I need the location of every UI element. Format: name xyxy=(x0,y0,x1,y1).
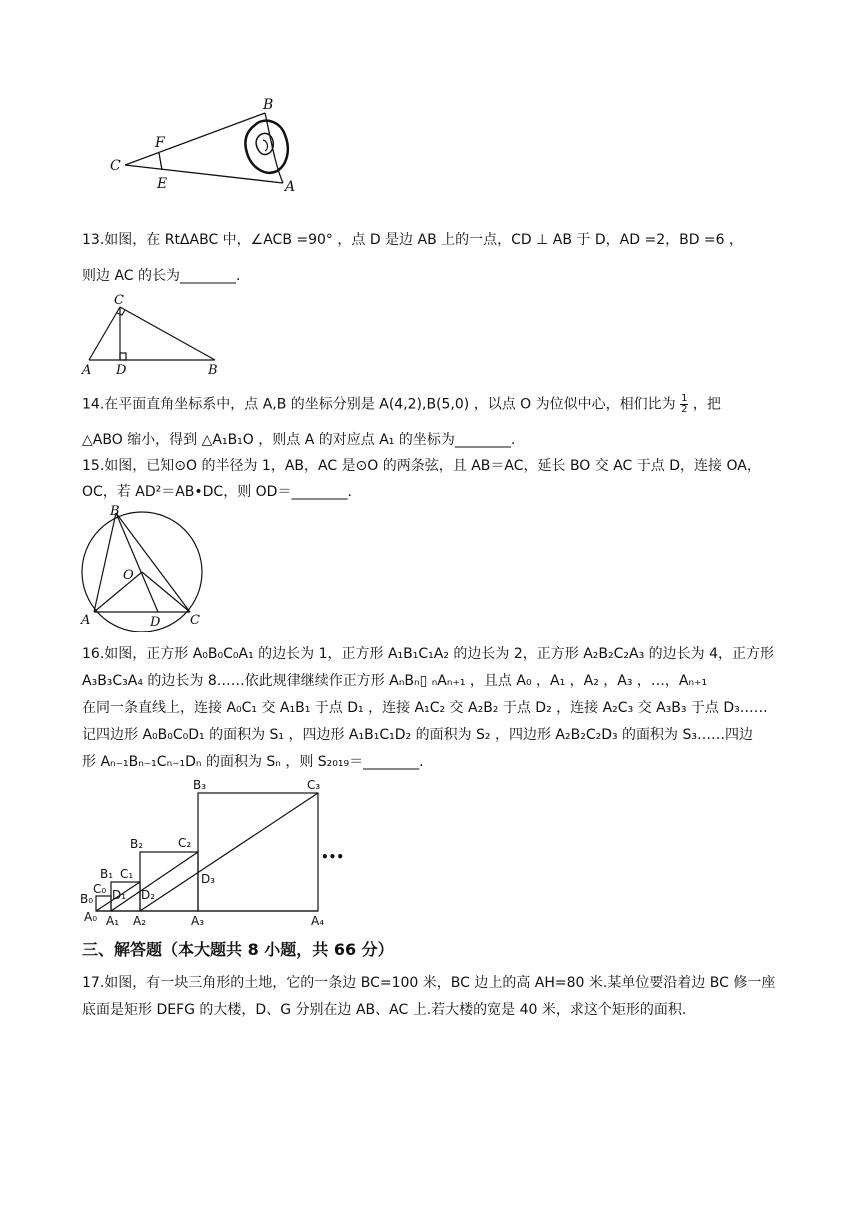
line-BD xyxy=(116,513,158,612)
lake-outline xyxy=(245,121,287,173)
label-O: O xyxy=(123,568,134,583)
label-C3: C₃ xyxy=(307,778,321,792)
label-A2: A₂ xyxy=(133,914,147,928)
label-C0: C₀ xyxy=(93,882,107,896)
label-A: A xyxy=(285,179,296,195)
q13-line-1: 13.如图，在 RtΔABC 中，∠ACB =90° ，点 D 是边 AB 上的一点，CD ⊥ AB 于 D，AD =2，BD =6 ， xyxy=(82,232,744,248)
label-A0: A₀ xyxy=(84,910,98,924)
segment-CA xyxy=(125,165,283,183)
q16-line-4: 记四边形 A₀B₀C₀D₁ 的面积为 S₁ ，四边形 A₁B₁C₁D₂ 的面积为 S₂ ，四边形 A₂B₂C₂D₃ 的面积为 S₃……四边 xyxy=(82,727,754,743)
label-C: C xyxy=(114,293,124,308)
q14-line-2: △ABO 缩小，得到 △A₁B₁O ，则点 A 的对应点 A₁ 的坐标为________. xyxy=(82,432,516,448)
q17-line-2: 底面是矩形 DEFG 的大楼，D、G 分别在边 AB、AC 上.若大楼的宽是 40 米，求这个矩形的面积. xyxy=(82,1002,687,1018)
lake-triangle-figure xyxy=(105,95,305,200)
section-heading: 三、解答题（本大题共 8 小题，共 66 分） xyxy=(82,940,394,959)
q15-circle-figure xyxy=(78,502,208,632)
label-C: C xyxy=(190,613,200,628)
lake-island xyxy=(263,140,267,151)
lake-inner-ring xyxy=(256,133,273,154)
segment-CB xyxy=(125,113,265,165)
label-B3: B₃ xyxy=(193,778,207,792)
q16-line-1: 16.如图，正方形 A₀B₀C₀A₁ 的边长为 1，正方形 A₁B₁C₁A₂ 的边长为 2，正方形 A₂B₂C₂A₃ 的边长为 4，正方形 xyxy=(82,646,774,662)
label-D: D xyxy=(150,615,161,630)
label-A4: A₄ xyxy=(311,914,325,928)
label-A3: A₃ xyxy=(191,914,205,928)
q16-line-5: 形 Aₙ₋₁Bₙ₋₁Cₙ₋₁Dₙ 的面积为 Sₙ ，则 S₂₀₁₉＝________. xyxy=(82,754,424,770)
label-C2: C₂ xyxy=(178,836,192,850)
label-D1: D₁ xyxy=(112,888,127,902)
q16-squares-figure xyxy=(78,775,348,935)
label-A: A xyxy=(81,613,91,628)
label-B: B xyxy=(263,97,274,113)
label-E: E xyxy=(157,176,168,192)
q15-line-1: 15.如图，已知⊙O 的半径为 1，AB，AC 是⊙O 的两条弦，且 AB＝AC，延长 BO 交 AC 于点 D，连接 OA， xyxy=(82,458,761,474)
label-B: B xyxy=(208,363,218,378)
segment-FE xyxy=(159,153,162,170)
q16-line-3: 在同一条直线上，连接 A₀C₁ 交 A₁B₁ 于点 D₁ ，连接 A₁C₂ 交 A₂B₂ 于点 D₂ ，连接 A₂C₃ 交 A₃B₃ 于点 D₃…… xyxy=(82,700,768,716)
fraction-numerator: 1 xyxy=(681,393,688,404)
label-B1: B₁ xyxy=(100,867,114,881)
label-A1: A₁ xyxy=(106,914,120,928)
q16-line-2: A₃B₃C₃A₄ 的边长为 8……依此规律继续作正方形 AₙBₙ▯ ₙAₙ₊₁ ，且点 A₀ ，A₁ ，A₂ ，A₃ ，…，Aₙ₊₁ xyxy=(82,673,708,689)
square-3 xyxy=(198,793,318,911)
label-B: B xyxy=(110,504,120,519)
label-A: A xyxy=(82,363,92,378)
q13-right-triangle-figure xyxy=(80,290,230,380)
ratio-fraction xyxy=(680,394,688,415)
segment-CB xyxy=(120,307,215,360)
square-0 xyxy=(96,896,111,911)
square-2 xyxy=(140,852,198,911)
q14-line-1-tail: ，把 xyxy=(692,396,721,413)
label-C1: C₁ xyxy=(120,867,134,881)
q15-line-2: OC，若 AD²＝AB•DC，则 OD＝________. xyxy=(82,484,352,500)
chord-BC xyxy=(116,513,190,612)
label-D2: D₂ xyxy=(141,888,156,902)
q13-line-2: 则边 AC 的长为________. xyxy=(82,268,241,284)
fraction-denominator: 2 xyxy=(681,404,688,415)
label-D: D xyxy=(116,363,127,378)
label-D3: D₃ xyxy=(201,872,216,886)
q14-line-1-text: 14.在平面直角坐标系中，点 A,B 的坐标分别是 A(4,2),B(5,0) ，以点 O 为位似中心，相们比为 xyxy=(82,396,676,413)
label-C: C xyxy=(110,158,121,174)
continuation-dots: ••• xyxy=(321,850,345,864)
q14-line-1 xyxy=(82,394,721,415)
label-B0: B₀ xyxy=(80,892,94,906)
label-B2: B₂ xyxy=(130,837,144,851)
q17-line-1: 17.如图，有一块三角形的土地，它的一条边 BC=100 米，BC 边上的高 AH=80 米.某单位要沿着边 BC 修一座 xyxy=(82,975,776,991)
label-F: F xyxy=(155,135,165,151)
segment-AC xyxy=(89,307,120,360)
right-angle-mark-D xyxy=(120,353,126,360)
